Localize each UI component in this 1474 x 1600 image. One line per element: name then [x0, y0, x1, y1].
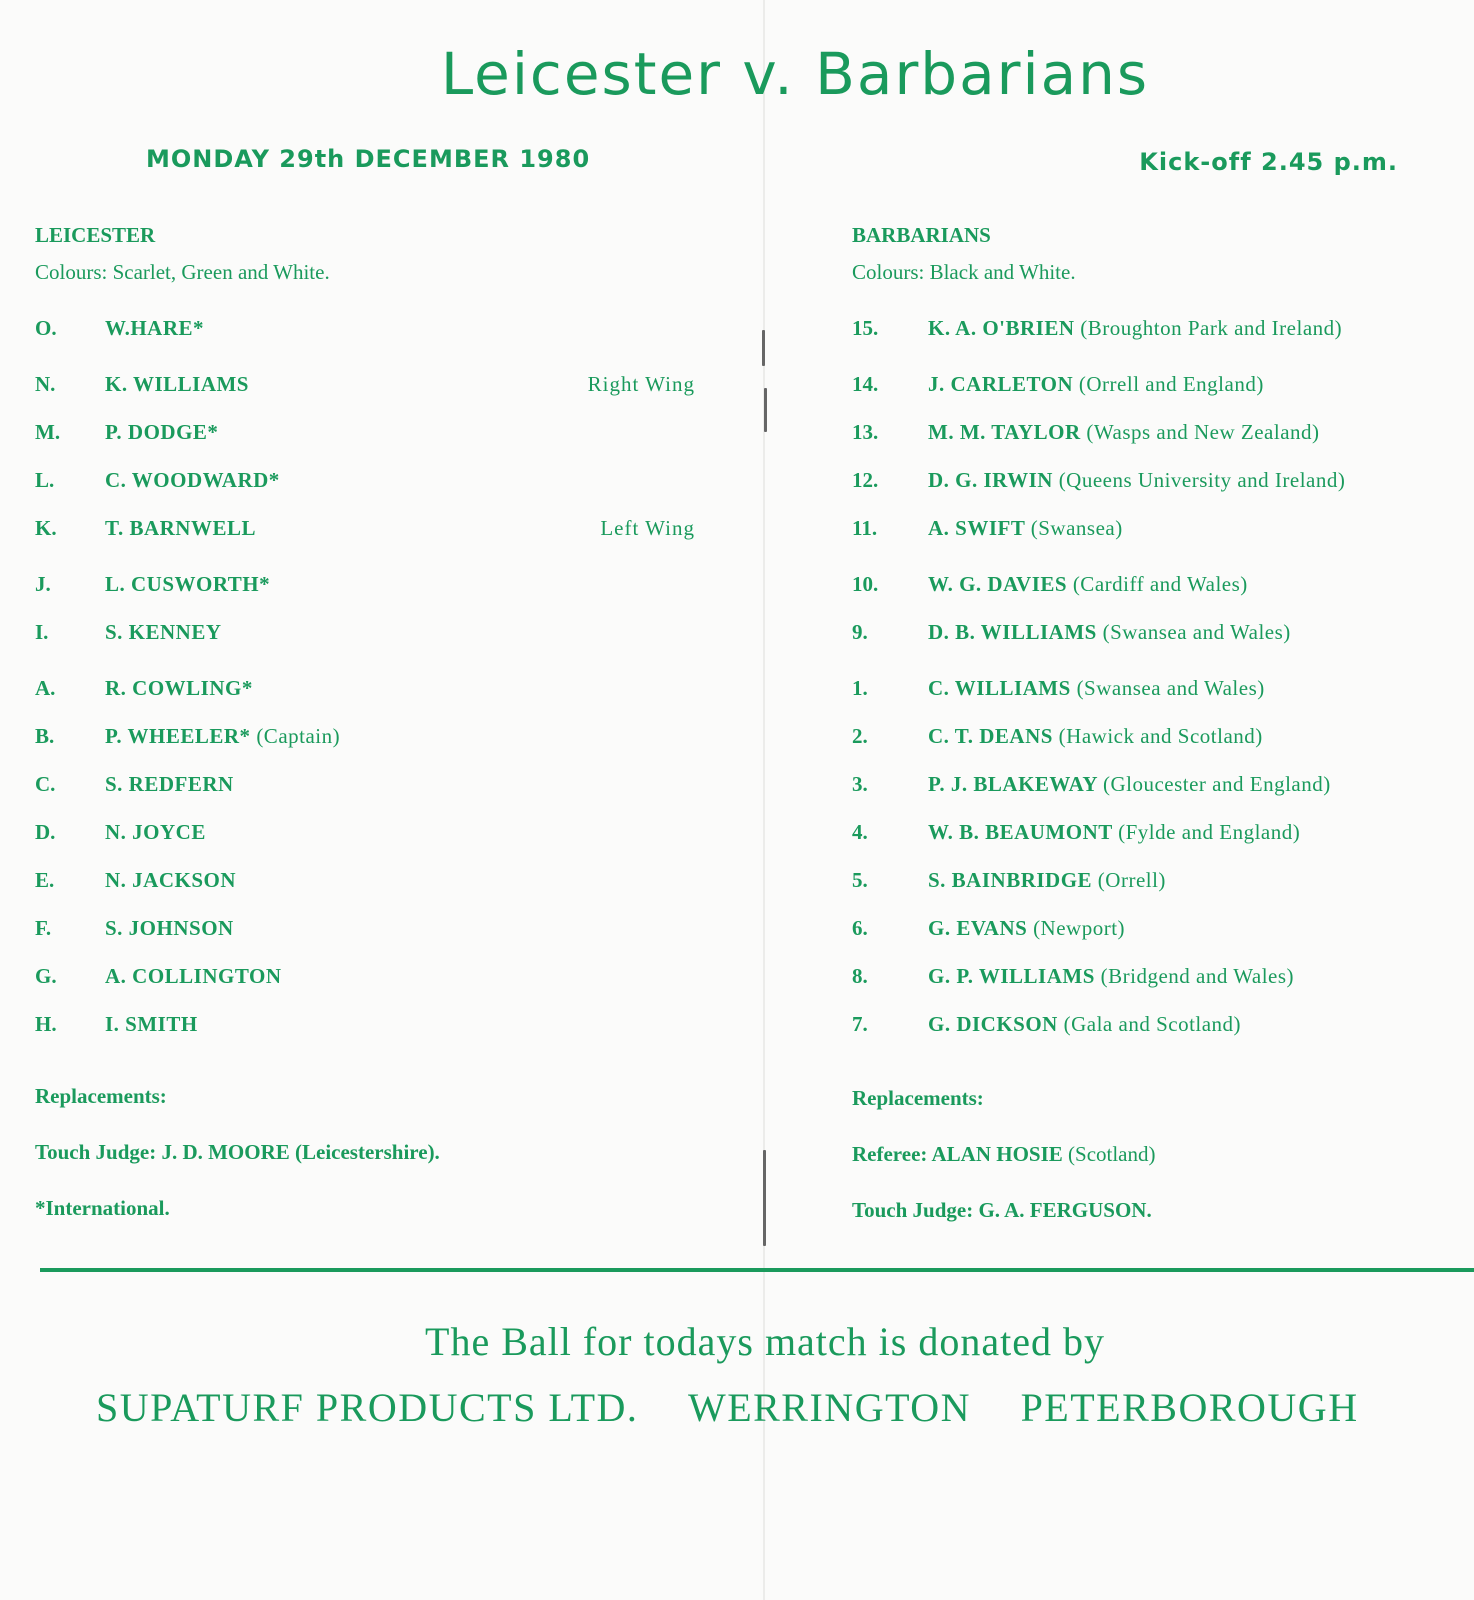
player-position: 6. — [852, 916, 868, 940]
player-position: N. — [35, 372, 56, 396]
player-position: 10. — [852, 572, 879, 596]
player-name — [928, 456, 1345, 504]
player-name-text: S. REDFERN — [105, 772, 234, 796]
player-name-text: N. JOYCE — [105, 820, 206, 844]
player-row — [852, 304, 1452, 352]
player-row — [852, 408, 1452, 456]
player-club: (Hawick and Scotland) — [1058, 724, 1263, 748]
player-name-text: I. SMITH — [105, 1012, 198, 1036]
team-name-barbarians: BARBARIANS — [852, 223, 991, 247]
player-row — [852, 904, 1452, 952]
player-club: (Bridgend and Wales) — [1100, 964, 1295, 988]
player-name-text: J. CARLETON — [928, 372, 1074, 396]
player-position: L. — [35, 468, 55, 492]
player-name — [928, 408, 1320, 456]
player-position: B. — [35, 724, 55, 748]
player-club: (Gloucester and England) — [1102, 772, 1331, 796]
player-row — [35, 504, 695, 552]
player-name — [105, 560, 270, 608]
player-row — [852, 456, 1452, 504]
player-name — [105, 504, 256, 552]
player-name-text: P. J. BLAKEWAY — [928, 772, 1098, 796]
player-row — [852, 760, 1452, 808]
player-position: O. — [35, 316, 57, 340]
match-date: MONDAY 29th DECEMBER 1980 — [146, 145, 591, 173]
player-name — [105, 760, 234, 808]
player-name — [928, 360, 1264, 408]
leicester-touch-judge — [35, 1140, 440, 1165]
player-row — [852, 608, 1452, 656]
player-name-text: C. T. DEANS — [928, 724, 1053, 748]
player-name — [105, 952, 281, 1000]
barbarians-touch-judge — [852, 1198, 1152, 1223]
player-row — [35, 408, 695, 456]
player-row — [852, 560, 1452, 608]
player-name — [928, 712, 1263, 760]
replacements-label: Replacements: — [35, 1084, 167, 1108]
player-name — [928, 304, 1342, 352]
player-row — [35, 712, 695, 760]
player-row — [35, 904, 695, 952]
player-name-text: L. CUSWORTH* — [105, 572, 271, 596]
barbarians-replacements — [852, 1086, 984, 1111]
player-name-text: D. B. WILLIAMS — [928, 620, 1097, 644]
player-position: 15. — [852, 316, 879, 340]
player-club: (Cardiff and Wales) — [1072, 572, 1248, 596]
staple-bottom — [763, 1150, 766, 1246]
sponsor-town: PETERBOROUGH — [1020, 1385, 1359, 1430]
player-position: 9. — [852, 620, 868, 644]
player-club: (Gala and Scotland) — [1063, 1012, 1242, 1036]
player-name-text: R. COWLING* — [105, 676, 253, 700]
player-position: K. — [35, 516, 57, 540]
player-club: (Swansea) — [1030, 516, 1123, 540]
player-position: 12. — [852, 468, 879, 492]
ball-donation-line: The Ball for todays match is donated by — [425, 1319, 1105, 1364]
player-position: J. — [35, 572, 51, 596]
player-row — [35, 360, 695, 408]
player-name — [928, 664, 1265, 712]
staple-top — [762, 330, 765, 366]
player-name-text: A. COLLINGTON — [105, 964, 282, 988]
player-name — [928, 808, 1300, 856]
player-name — [105, 304, 204, 352]
player-row — [852, 808, 1452, 856]
player-name-text: N. JACKSON — [105, 868, 237, 892]
player-position: E. — [35, 868, 55, 892]
player-row — [35, 560, 695, 608]
player-position: 11. — [852, 516, 878, 540]
sponsor-line — [96, 1384, 1397, 1431]
player-name-text: W.HARE* — [105, 316, 204, 340]
player-club: (Newport) — [1033, 916, 1126, 940]
player-position: F. — [35, 916, 52, 940]
player-name-text: C. WILLIAMS — [928, 676, 1071, 700]
divider-rule — [40, 1268, 1474, 1272]
player-position: 13. — [852, 420, 879, 444]
player-club: (Orrell and England) — [1078, 372, 1264, 396]
player-club: (Captain) — [256, 724, 341, 748]
row-spacer — [35, 352, 695, 360]
player-role: Left Wing — [600, 516, 695, 540]
sponsor-company: SUPATURF PRODUCTS LTD. — [96, 1385, 639, 1430]
player-name-text: W. B. BEAUMONT — [928, 820, 1113, 844]
player-row — [852, 712, 1452, 760]
player-row — [35, 304, 695, 352]
player-name — [105, 1000, 198, 1048]
player-position: 7. — [852, 1012, 868, 1036]
player-club: (Wasps and New Zealand) — [1086, 420, 1320, 444]
player-row — [35, 808, 695, 856]
player-name-text: P. WHEELER* — [105, 724, 251, 748]
player-row — [852, 1000, 1452, 1048]
player-name-text: A. SWIFT — [928, 516, 1025, 540]
player-row — [35, 456, 695, 504]
player-name-text: S. BAINBRIDGE — [928, 868, 1093, 892]
referee-club: (Scotland) — [1068, 1142, 1156, 1166]
player-name-text: K. A. O'BRIEN — [928, 316, 1075, 340]
player-name-text: G. P. WILLIAMS — [928, 964, 1095, 988]
player-name-text: S. KENNEY — [105, 620, 222, 644]
player-name — [105, 408, 218, 456]
player-row — [852, 952, 1452, 1000]
player-name — [928, 560, 1248, 608]
row-spacer — [852, 656, 1452, 664]
player-club: (Broughton Park and Ireland) — [1080, 316, 1343, 340]
international-note-text: *International. — [35, 1196, 170, 1220]
sponsor-locality: WERRINGTON — [687, 1385, 972, 1430]
player-club: (Orrell) — [1097, 868, 1166, 892]
player-position: 14. — [852, 372, 879, 396]
touch-judge-name: G. A. FERGUSON. — [978, 1198, 1152, 1222]
player-name — [928, 952, 1294, 1000]
player-name-text: G. DICKSON — [928, 1012, 1058, 1036]
player-name-text: T. BARNWELL — [105, 516, 256, 540]
leicester-lineup — [35, 304, 695, 1048]
player-position: I. — [35, 620, 49, 644]
player-position: 2. — [852, 724, 868, 748]
leicester-replacements — [35, 1084, 167, 1109]
team-name-leicester: LEICESTER — [35, 223, 156, 247]
player-name-text: S. JOHNSON — [105, 916, 234, 940]
player-position: 8. — [852, 964, 868, 988]
player-name-text: W. G. DAVIES — [928, 572, 1068, 596]
referee — [852, 1142, 1156, 1167]
player-row — [35, 856, 695, 904]
player-name-text: G. EVANS — [928, 916, 1028, 940]
row-spacer — [35, 552, 695, 560]
player-position: G. — [35, 964, 57, 988]
player-row — [852, 856, 1452, 904]
player-name — [105, 664, 253, 712]
player-position: D. — [35, 820, 56, 844]
player-name — [928, 760, 1331, 808]
player-club: (Queens University and Ireland) — [1058, 468, 1346, 492]
player-row — [852, 504, 1452, 552]
match-title: Leicester v. Barbarians — [440, 40, 1150, 108]
player-name — [105, 360, 249, 408]
player-name — [928, 504, 1123, 552]
kickoff-time: Kick-off 2.45 p.m. — [1139, 148, 1398, 176]
row-spacer — [852, 352, 1452, 360]
row-spacer — [852, 552, 1452, 560]
player-role: Right Wing — [587, 372, 695, 396]
player-club: (Swansea and Wales) — [1076, 676, 1265, 700]
barbarians-column — [852, 218, 1452, 1048]
row-spacer — [35, 656, 695, 664]
player-club: (Fylde and England) — [1118, 820, 1301, 844]
player-name-text: M. M. TAYLOR — [928, 420, 1081, 444]
player-position: A. — [35, 676, 56, 700]
player-row — [35, 608, 695, 656]
player-position: 1. — [852, 676, 868, 700]
player-position: 4. — [852, 820, 868, 844]
team-colours-leicester: Colours: Scarlet, Green and White. — [35, 260, 330, 284]
player-position: 3. — [852, 772, 868, 796]
referee-label: Referee: — [852, 1142, 928, 1166]
player-club: (Swansea and Wales) — [1102, 620, 1291, 644]
replacements-label: Replacements: — [852, 1086, 984, 1110]
player-row — [35, 760, 695, 808]
player-name-text: C. WOODWARD* — [105, 468, 280, 492]
referee-name: ALAN HOSIE — [931, 1142, 1063, 1166]
staple-top-lower — [764, 388, 767, 432]
touch-judge-name: J. D. MOORE (Leicestershire). — [161, 1140, 440, 1164]
player-name — [928, 856, 1166, 904]
player-name — [928, 608, 1291, 656]
player-name-text: D. G. IRWIN — [928, 468, 1053, 492]
player-name — [105, 608, 222, 656]
player-name-text: K. WILLIAMS — [105, 372, 249, 396]
player-name — [928, 1000, 1241, 1048]
player-row — [35, 664, 695, 712]
player-row — [35, 1000, 695, 1048]
player-row — [852, 360, 1452, 408]
barbarians-lineup — [852, 304, 1452, 1048]
player-position: 5. — [852, 868, 868, 892]
player-position: M. — [35, 420, 61, 444]
touch-judge-label: Touch Judge: — [852, 1198, 974, 1222]
touch-judge-label: Touch Judge: — [35, 1140, 157, 1164]
international-note — [35, 1196, 170, 1221]
player-name — [105, 808, 206, 856]
leicester-column — [35, 218, 695, 1048]
player-row — [35, 952, 695, 1000]
player-position: H. — [35, 1012, 57, 1036]
player-position: C. — [35, 772, 56, 796]
player-name — [105, 904, 234, 952]
player-name — [105, 856, 236, 904]
player-row — [852, 664, 1452, 712]
player-name — [928, 904, 1125, 952]
player-name-text: P. DODGE* — [105, 420, 219, 444]
player-name — [105, 712, 340, 760]
player-name — [105, 456, 280, 504]
team-colours-barbarians: Colours: Black and White. — [852, 260, 1076, 284]
